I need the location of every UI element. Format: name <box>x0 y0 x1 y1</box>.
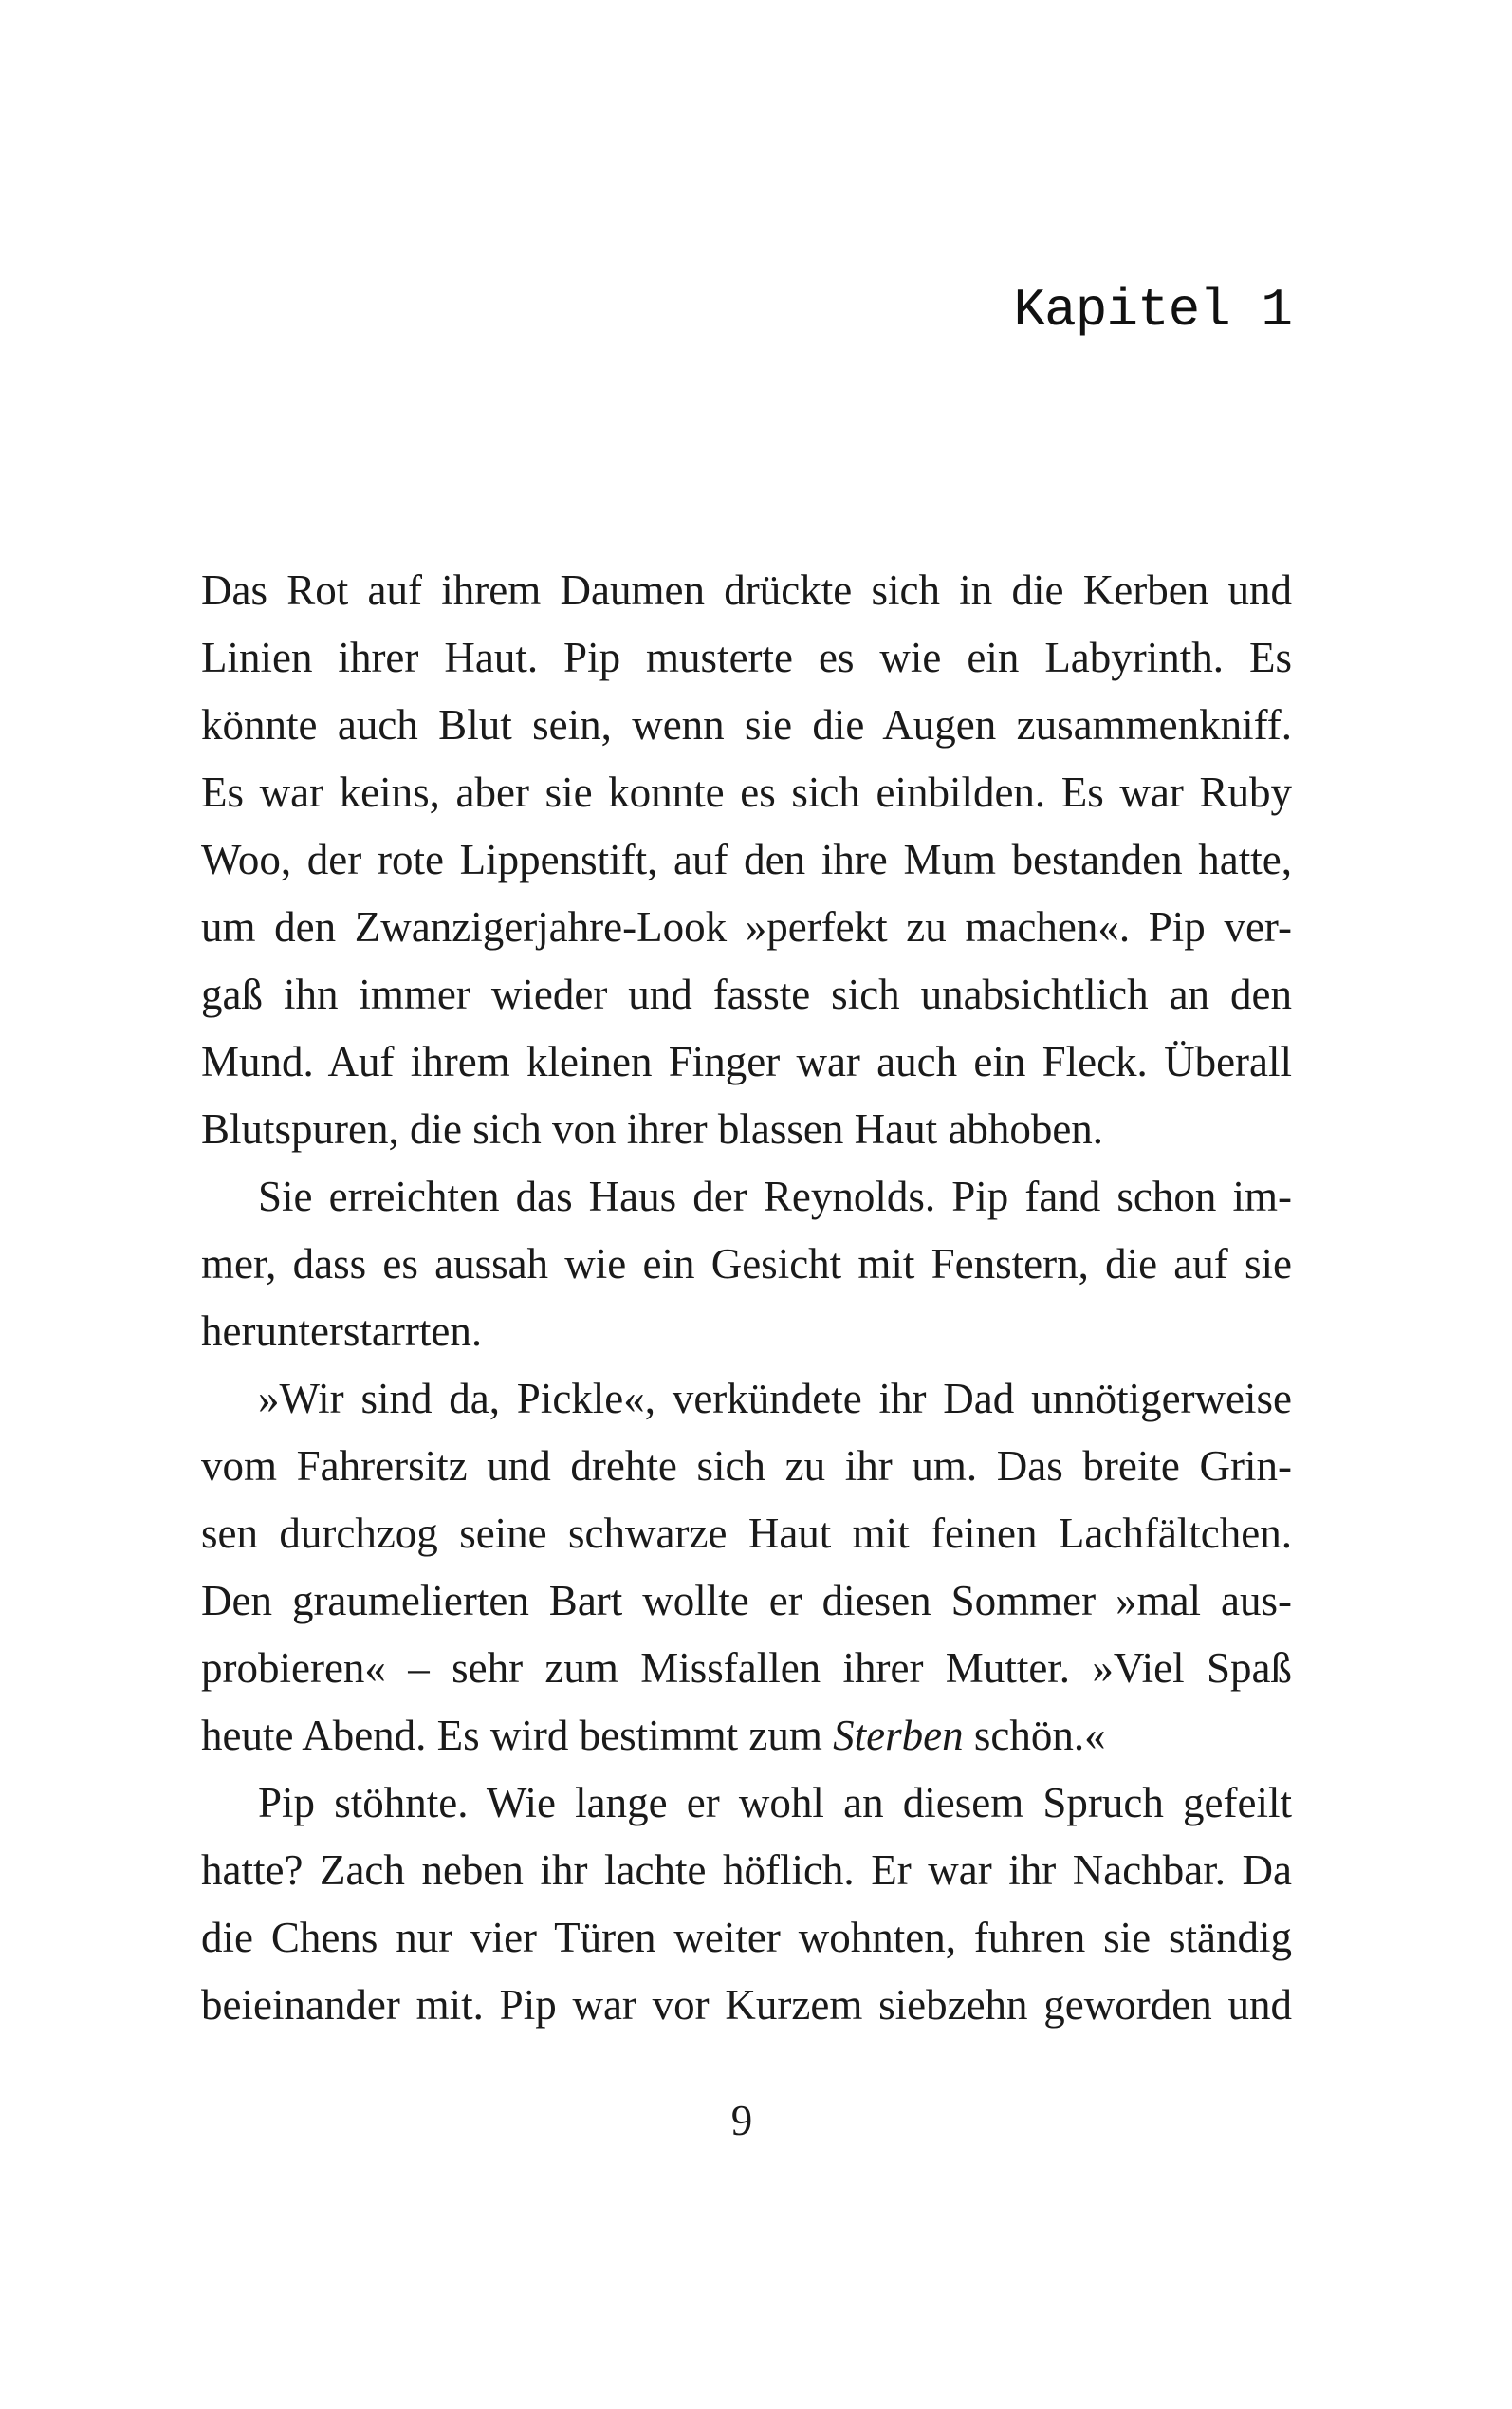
text-segment: sen durchzog seine schwarze Haut mit feinen Lachfältchen. <box>201 1510 1292 1557</box>
text-segment: hatte? Zach neben ihr lachte höflich. Er war ihr Nachbar. Da <box>201 1846 1292 1894</box>
emphasized-text: Sterben <box>833 1712 964 1759</box>
text-segment: »Wir sind da, Pickle«, verkündete ihr Dad unnötigerweise <box>258 1375 1292 1422</box>
text-line <box>201 759 1292 826</box>
text-line <box>201 1567 1292 1635</box>
text-segment: beieinander mit. Pip war vor Kurzem siebzehn geworden und <box>201 1981 1292 2029</box>
text-line <box>201 826 1292 894</box>
text-line <box>201 1904 1292 1972</box>
text-segment: könnte auch Blut sein, wenn sie die Augen zusammenkniff. <box>201 701 1292 749</box>
text-segment: Pip stöhnte. Wie lange er wohl an diesem Spruch gefeilt <box>258 1779 1292 1826</box>
text-line <box>201 1028 1292 1096</box>
text-segment: um den Zwanzigerjahre-Look »perfekt zu machen«. Pip ver- <box>201 903 1292 951</box>
text-segment: die Chens nur vier Türen weiter wohnten, fuhren sie ständig <box>201 1914 1292 1961</box>
text-segment: Blutspuren, die sich von ihrer blassen Haut abhoben. <box>201 1105 1104 1153</box>
text-segment: Linien ihrer Haut. Pip musterte es wie ein Labyrinth. Es <box>201 634 1292 681</box>
text-line <box>201 624 1292 692</box>
text-segment: mer, dass es aussah wie ein Gesicht mit Fenstern, die auf sie <box>201 1240 1292 1288</box>
text-segment: Das Rot auf ihrem Daumen drückte sich in die Kerben und <box>201 566 1292 614</box>
chapter-heading: Kapitel 1 <box>1013 280 1292 341</box>
text-segment: gaß ihn immer wieder und fasste sich unabsichtlich an den <box>201 971 1292 1018</box>
text-segment: vom Fahrersitz und drehte sich zu ihr um. Das breite Grin- <box>201 1442 1292 1490</box>
text-line <box>201 692 1292 759</box>
text-segment: Es war keins, aber sie konnte es sich einbilden. Es war Ruby <box>201 769 1292 816</box>
text-line <box>201 1163 1292 1231</box>
text-segment: herunterstarrten. <box>201 1307 483 1355</box>
page-number: 9 <box>730 2097 753 2144</box>
text-segment: Woo, der rote Lippenstift, auf den ihre Mum bestanden hatte, <box>201 836 1292 883</box>
text-line <box>201 1096 1292 1163</box>
text-segment: Sie erreichten das Haus der Reynolds. Pip fand schon im- <box>258 1173 1292 1220</box>
text-segment: Den graumelierten Bart wollte er diesen Sommer »mal aus- <box>201 1577 1292 1624</box>
text-segment: Mund. Auf ihrem kleinen Finger war auch ein Fleck. Überall <box>201 1038 1292 1085</box>
text-segment: heute Abend. Es wird bestimmt zum <box>201 1712 834 1759</box>
text-line <box>201 1298 1292 1365</box>
text-line <box>201 1972 1292 2039</box>
text-line <box>201 1500 1292 1567</box>
text-line <box>201 1433 1292 1500</box>
text-line <box>201 1635 1292 1702</box>
text-line <box>201 557 1292 624</box>
text-line <box>201 1837 1292 1904</box>
text-segment: schön.« <box>963 1712 1106 1759</box>
text-line <box>201 1770 1292 1837</box>
text-line <box>201 961 1292 1028</box>
text-line <box>201 1231 1292 1298</box>
text-segment: probieren« – sehr zum Missfallen ihrer Mutter. »Viel Spaß <box>201 1644 1292 1692</box>
text-line <box>201 1365 1292 1433</box>
body-text <box>201 557 1292 2039</box>
text-line <box>201 1702 1292 1770</box>
text-line <box>201 894 1292 961</box>
